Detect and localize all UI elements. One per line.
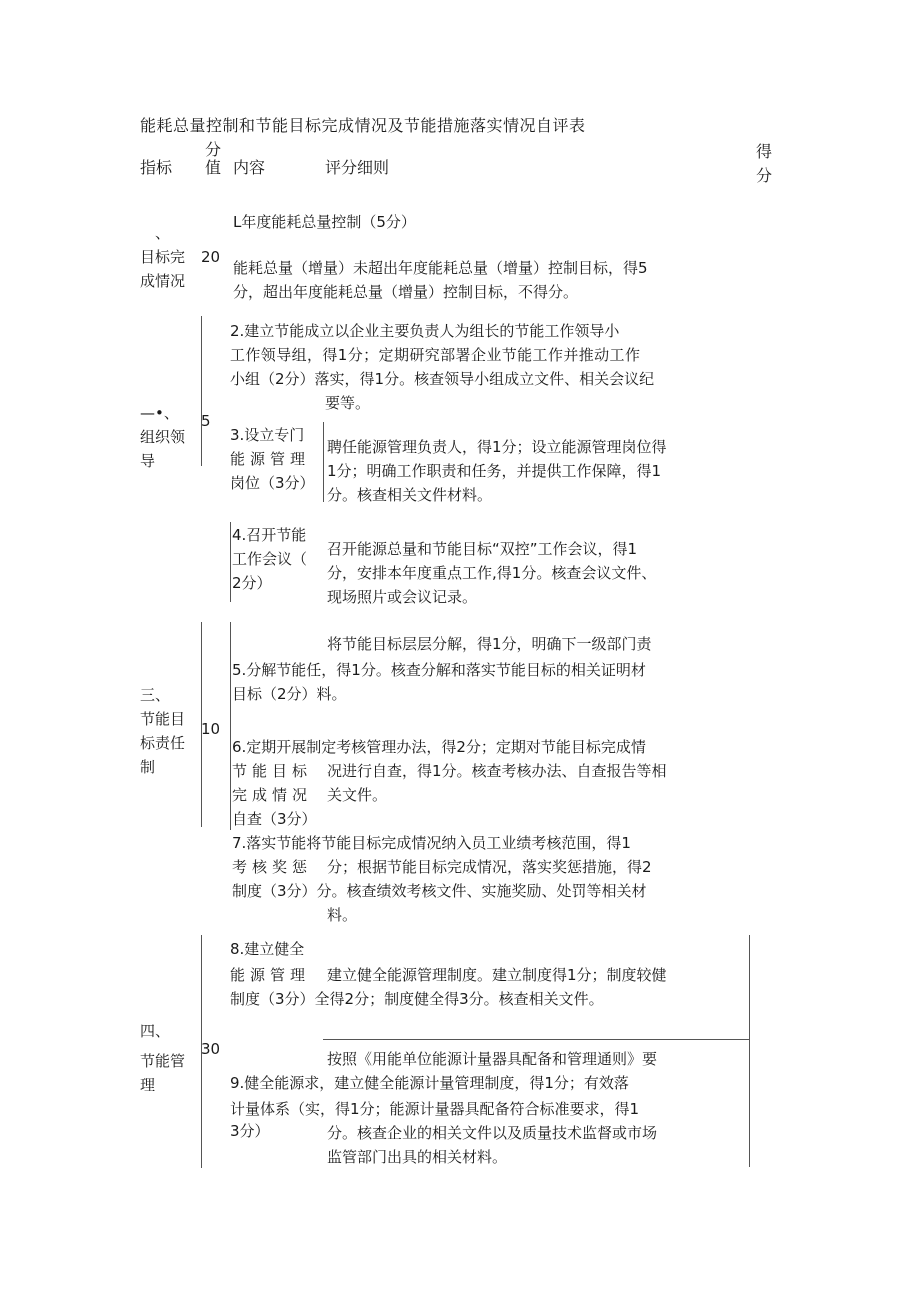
item2-line2: 工作领导组，得1分；定期研究部署企业节能工作并推动工作 — [230, 346, 641, 364]
item4-content1: 4.召开节能 — [232, 526, 307, 544]
item4-rule3: 现场照片或会议记录。 — [327, 588, 478, 606]
header-criteria: 评分细则 — [325, 158, 390, 177]
s2-left-border — [201, 316, 202, 466]
item5-line3: 目标（2分）料。 — [232, 685, 347, 703]
item4-rule2: 分，安排本年度重点工作,得1分。核查会议文件、 — [327, 564, 657, 582]
s3-score: 10 — [201, 720, 221, 738]
s4-right-border — [749, 935, 750, 1167]
header-content: 内容 — [233, 158, 266, 177]
item9-line2: 9.健全能源求，建立健全能源计量管理制度，得1分；有效落 — [230, 1074, 629, 1092]
s1-name-line1: 目标完 — [140, 248, 186, 266]
header-indicator: 指标 — [140, 158, 173, 177]
item8-content2: 能源管理 — [230, 966, 311, 984]
s3-num: 三、 — [140, 686, 171, 704]
s4-score: 30 — [201, 1040, 221, 1058]
s3-name-line3: 制 — [140, 758, 156, 776]
s3-content-border — [230, 622, 231, 830]
item6-content3: 完成情况 — [232, 786, 313, 804]
item7-line3: 制度（3分）分。核查绩效考核文件、实施奖励、处罚等相关材 — [232, 882, 647, 900]
item8-line3: 制度（3分）全得2分；制度健全得3分。核查相关文件。 — [230, 990, 604, 1008]
item2-line1: 2.建立节能成立以企业主要负责人为组长的节能工作领导小 — [230, 322, 620, 340]
item4-rule1: 召开能源总量和节能目标“双控”工作会议，得1 — [327, 540, 638, 558]
header-got-top: 得 — [756, 142, 773, 161]
item9-rule5: 监管部门出具的相关材料。 — [327, 1148, 508, 1166]
s3-name-line1: 节能目 — [140, 710, 186, 728]
item5-rule1: 将节能目标层层分解，得1分，明确下一级部门责 — [327, 635, 652, 653]
page-title: 能耗总量控制和节能目标完成情况及节能措施落实情况自评表 — [140, 116, 586, 135]
item6-content2: 节能目标 — [232, 762, 313, 780]
s2-num: —•、 — [140, 404, 179, 422]
item4-left-border — [230, 522, 231, 602]
header-score-bottom: 值 — [205, 158, 222, 177]
item7-line4: 料。 — [327, 906, 358, 924]
s4-name-line2: 理 — [140, 1076, 156, 1094]
s1-name-line2: 成情况 — [140, 272, 186, 290]
item7-rule2: 分；根据节能目标完成情况，落实奖惩措施，得2 — [327, 858, 652, 876]
s1-dot: 、 — [155, 224, 171, 242]
item6-rule2: 况进行自查，得1分。核查考核办法、自查报告等相 — [327, 762, 667, 780]
s1-score: 20 — [201, 248, 221, 266]
item3-rule1: 聘任能源管理负责人，得1分；设立能源管理岗位得 — [327, 438, 667, 456]
item4-content3: 2分） — [232, 574, 272, 592]
s1-item1-text2: 分，超出年度能耗总量（增量）控制目标，不得分。 — [233, 283, 579, 301]
s4-name-line1: 节能管 — [140, 1052, 186, 1070]
item2-line3: 小组（2分）落实，得1分。核查领导小组成立文件、相关会议纪 — [230, 370, 655, 388]
item6-line1: 6.定期开展制定考核管理办法，得2分；定期对节能目标完成情 — [232, 738, 646, 756]
item6-content4: 自查（3分） — [232, 810, 317, 828]
item7-content2: 考核奖惩 — [232, 858, 313, 876]
s2-name-line1: 组织领 — [140, 428, 186, 446]
item6-rule3: 关文件。 — [327, 786, 388, 804]
item9-rule1: 按照《用能单位能源计量器具配备和管理通则》要 — [327, 1050, 658, 1068]
s2-name-line2: 导 — [140, 452, 156, 470]
item3-content1: 3.设立专门 — [230, 426, 305, 444]
item8-rule1: 建立健全能源管理制度。建立制度得1分；制度较健 — [327, 966, 667, 984]
item8-content1: 8.建立健全 — [230, 940, 305, 958]
item9-content4: 3分） — [230, 1122, 270, 1140]
s1-item1-text1: 能耗总量（增量）未超出年度能耗总量（增量）控制目标，得5 — [233, 259, 648, 277]
header-got-bottom: 分 — [756, 166, 773, 185]
item3-divider — [323, 422, 324, 502]
item2-line4: 要等。 — [325, 394, 371, 412]
item3-content2: 能源管理 — [230, 450, 311, 468]
s2-score: 5 — [201, 412, 211, 430]
s1-item1-title: L年度能耗总量控制（5分） — [233, 213, 416, 231]
s4-num: 四、 — [140, 1022, 171, 1040]
item9-rule4: 分。核查企业的相关文件以及质量技术监督或市场 — [327, 1124, 658, 1142]
item9-line3: 计量体系（实，得1分；能源计量器具配备符合标准要求，得1 — [230, 1100, 640, 1118]
item5-line2: 5.分解节能任，得1分。核查分解和落实节能目标的相关证明材 — [232, 661, 646, 679]
s3-name-line2: 标责任 — [140, 734, 186, 752]
item3-content3: 岗位（3分） — [230, 474, 315, 492]
item3-rule3: 分。核查相关文件材料。 — [327, 486, 493, 504]
item4-content2: 工作会议（ — [232, 550, 308, 568]
header-score-top: 分 — [205, 140, 222, 159]
s4-row-divider — [323, 1039, 750, 1040]
item7-line1: 7.落实节能将节能目标完成情况纳入员工业绩考核范围，得1 — [232, 834, 631, 852]
item3-rule2: 1分；明确工作职责和任务，并提供工作保障，得1 — [327, 462, 662, 480]
